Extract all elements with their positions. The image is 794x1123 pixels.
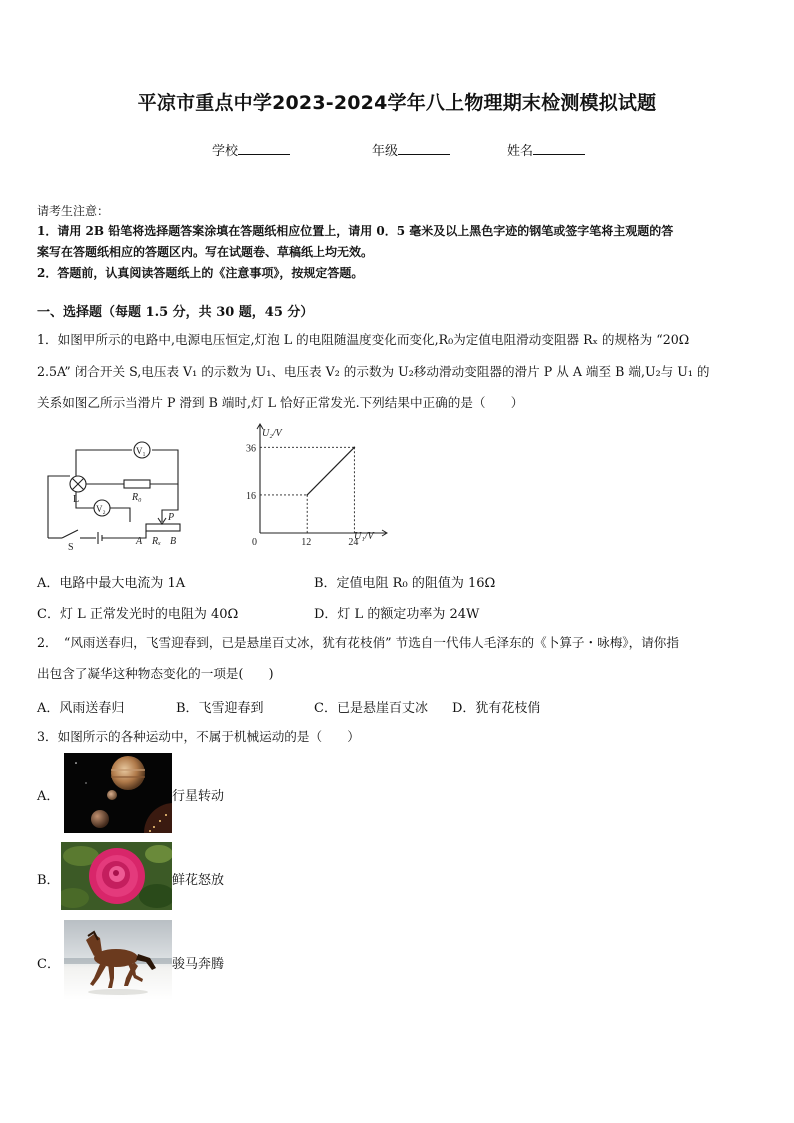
notice-item-1b: 案写在答题纸相应的答题区内。写在试题卷、草稿纸上均无效。 [37, 245, 374, 259]
v1-wire [76, 450, 132, 476]
y-tick-label-0: 16 [246, 490, 256, 502]
r0-resistor [124, 480, 150, 488]
name-field[interactable] [507, 140, 585, 159]
notice-heading: 请考生注意： [37, 204, 110, 218]
x-axis-label: U₁/V [354, 531, 374, 542]
q1-option-b[interactable]: B．定值电阻 R₀ 的阻值为 16Ω [314, 576, 496, 591]
sphere-edge-shape [144, 803, 172, 833]
q1-option-a[interactable]: A．电路中最大电流为 1A [37, 576, 186, 591]
q3-option-a-letter[interactable]: A． [37, 789, 60, 804]
rx-label: Rₓ [152, 536, 161, 547]
series-line-0 [307, 447, 354, 495]
v1-wire-right [152, 450, 178, 476]
r0-right-wire [150, 476, 178, 484]
q3-option-a-caption: 行星转动 [172, 789, 225, 804]
v1-label: V₁ [136, 446, 146, 456]
q1-line-1: 1．如图甲所示的电路中,电源电压恒定,灯泡 L 的电阻随温度变化而变化,R₀为定值电阻滑动变阻器 Rₓ 的规格为 “20Ω [37, 332, 690, 347]
x-tick-label-1: 12 [301, 537, 312, 547]
switch-blade [62, 530, 78, 538]
chart-series [306, 446, 355, 495]
notice-item-2: 2．答题前，认真阅读答题纸上的《注意事项》，按规定答题。 [37, 266, 364, 280]
horse-shape [86, 934, 156, 988]
q1-option-d[interactable]: D．灯 L 的额定功率为 24W [314, 607, 480, 622]
notice-item-1a: 1．请用 2B 铅笔将选择题答案涂填在答题纸相应位置上，请用 0．5 毫米及以上黑色字迹的钢笔或签字笔将主观题的答 [37, 224, 674, 238]
p-label: P [168, 512, 175, 523]
b-label: B [170, 536, 177, 547]
section-heading: 一、选择题（每题 1.5 分，共 30 题，45 分） [37, 305, 314, 320]
name-blank[interactable] [533, 142, 585, 155]
jupiter-shape [111, 756, 145, 790]
flower-image [61, 842, 172, 910]
y-tick-label-1: 36 [246, 443, 256, 455]
circuit-diagram [40, 438, 190, 553]
page-title: 平凉市重点中学2023-2024学年八上物理期末检测模拟试题 [137, 92, 657, 114]
a-label: A [136, 536, 143, 547]
q1-option-c[interactable]: C．灯 L 正常发光时的电阻为 40Ω [37, 607, 239, 622]
q1-line-3: 关系如图乙所示当滑片 P 滑到 B 端时,灯 L 恰好正常发光.下列结果中正确的是（ ） [37, 395, 524, 410]
data-point-0-1 [354, 446, 356, 448]
planets-image [64, 753, 172, 833]
q3-option-c-caption: 骏马奔腾 [172, 957, 225, 972]
y-axis-label: U₂/V [262, 428, 282, 439]
moon-shape [91, 810, 109, 828]
school-field[interactable] [212, 140, 290, 159]
u2-u1-graph [236, 423, 391, 547]
q1-line-2: 2.5A” 闭合开关 S,电压表 V₁ 的示数为 U₁、电压表 V₂ 的示数为 U₂移动滑动变阻器的滑片 P 从 A 端至 B 端,U₂与 U₁ 的 [37, 364, 710, 379]
chart-ticks [246, 443, 358, 547]
q3-option-b-letter[interactable]: B． [37, 873, 60, 888]
grade-blank[interactable] [398, 142, 450, 155]
school-blank[interactable] [238, 142, 290, 155]
lamp-label: L [73, 494, 80, 505]
grade-label: 年级 [372, 144, 399, 159]
x-tick-label-0: 0 [252, 537, 257, 547]
data-point-0-0 [306, 494, 308, 496]
q2-line-2: 出包含了凝华这种物态变化的一项是( ) [37, 666, 274, 681]
main-top-wire [48, 476, 70, 488]
r0-label: R₀ [132, 492, 142, 503]
q2-line-1: 2． “风雨送春归，飞雪迎春到，已是悬崖百丈冰，犹有花枝俏” 节选自一代伟人毛泽东的《卜算子・咏梅》，请你指 [37, 635, 679, 650]
q3-line-1: 3．如图所示的各种运动中，不属于机械运动的是（ ） [37, 729, 360, 744]
chart-guides [260, 447, 354, 533]
grade-field[interactable] [372, 140, 450, 159]
q2-option-c[interactable]: C．已是悬崖百丈冰 [314, 701, 428, 716]
rx-rheostat [146, 524, 180, 531]
horse-image [64, 920, 172, 1000]
switch-label: S [68, 542, 74, 553]
q2-option-a[interactable]: A．风雨送春归 [37, 701, 125, 716]
small-planet-shape [107, 790, 117, 800]
school-label: 学校 [212, 144, 239, 159]
name-label: 姓名 [507, 144, 534, 159]
q2-option-b[interactable]: B．飞雪迎春到 [176, 701, 264, 716]
q2-option-d[interactable]: D．犹有花枝俏 [452, 701, 541, 716]
q3-option-c-letter[interactable]: C． [37, 957, 60, 972]
q3-option-b-caption: 鲜花怒放 [172, 873, 225, 888]
v2-label: V₂ [96, 504, 106, 514]
x-tick-label-2: 24 [348, 537, 359, 547]
v2-wire-right [110, 508, 130, 522]
